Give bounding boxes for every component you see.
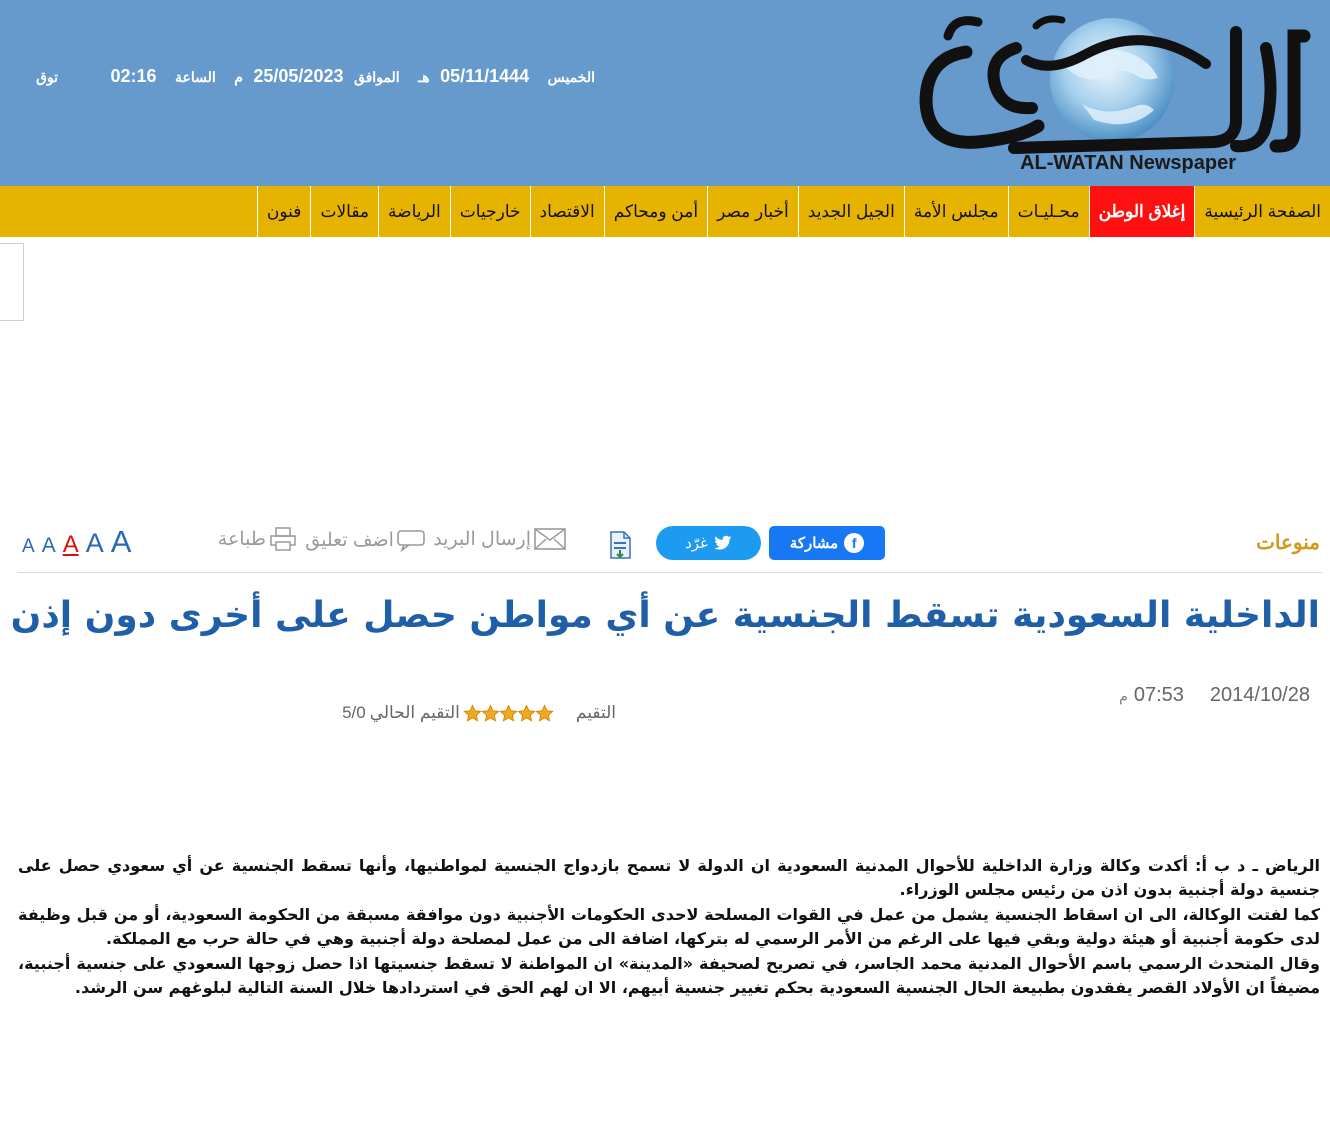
- current-rating-value: 5/0: [342, 703, 366, 722]
- header-corresponds-label: الموافق: [353, 69, 400, 85]
- email-label: إرسال البريد: [433, 528, 531, 550]
- article-category[interactable]: منوعات: [1256, 532, 1320, 554]
- nav-item[interactable]: مجلس الأمة: [904, 186, 1008, 237]
- rating-label: التقيم: [575, 703, 616, 722]
- header-hijri-suffix: هـ: [418, 69, 430, 85]
- print-label: طباعة: [217, 528, 266, 550]
- header-date-bar: [0, 66, 595, 94]
- document-download-icon[interactable]: [606, 530, 634, 560]
- ad-placeholder: [0, 243, 24, 321]
- printer-icon: [268, 526, 298, 552]
- font-size-controls: [22, 524, 131, 562]
- nav-item[interactable]: الجيل الجديد: [798, 186, 904, 237]
- current-rating-label: التقيم الحالي: [369, 703, 460, 722]
- star-icon[interactable]: [463, 704, 482, 723]
- nav-item[interactable]: محـليـات: [1008, 186, 1089, 237]
- header-time: 02:16: [110, 66, 157, 86]
- article-body: [18, 854, 1320, 1000]
- email-tool[interactable]: [433, 526, 567, 552]
- header-day: الخميس: [547, 69, 595, 85]
- nav-item[interactable]: الصفحة الرئيسية: [1194, 186, 1330, 237]
- font-size-xsmall[interactable]: A: [22, 536, 35, 557]
- article-paragraph: كما لفتت الوكالة، الى ان اسقاط الجنسية يشمل من عمل في القوات المسلحة لاحدى الحكومات الأجنبية دون موافقة مسبقة من الحكومة السعودية، أو من قبل وظيفة لدى حكومة أجنبية أو هيئة دولية وبقي فيها على الرغم من الأمر الرسمي له بتركها، اضافة الى من عمل لمصلحة دولة أجنبية وهي في حالة حرب مع المملكة.: [18, 904, 1320, 949]
- comment-label: اضف تعليق: [305, 529, 394, 551]
- facebook-share-button[interactable]: [769, 526, 885, 560]
- header-gregorian-suffix: م: [234, 69, 243, 85]
- font-size-small[interactable]: A: [41, 534, 56, 557]
- font-size-large[interactable]: A: [85, 528, 104, 558]
- article-paragraph: الرياض ـ د ب أ: أكدت وكالة وزارة الداخلية للأحوال المدنية السعودية ان الدولة لا تسمح بازدواج الجنسية لمواطنيها، وأنها تسقط الجنسية عن أي سعودي حصل على جنسية دولة أجنبية بدون اذن من رئيس مجلس الوزراء.: [18, 856, 1320, 900]
- nav-item[interactable]: أمن ومحاكم: [604, 186, 707, 237]
- article-title: الداخلية السعودية تسقط الجنسية عن أي مواطن حصل على أخرى دون إذن: [10, 595, 1320, 636]
- header-time-label: الساعة: [175, 69, 216, 85]
- nav-item[interactable]: الرياضة: [378, 186, 450, 237]
- facebook-icon: f: [844, 533, 864, 553]
- star-icon[interactable]: [517, 704, 536, 723]
- comment-tool[interactable]: [305, 528, 426, 552]
- nav-item[interactable]: أخبار مصر: [707, 186, 798, 237]
- nav-item[interactable]: خارجيات: [450, 186, 530, 237]
- site-header: [0, 0, 1330, 186]
- toolbar-divider: [18, 572, 1322, 573]
- star-icon[interactable]: [499, 704, 518, 723]
- envelope-icon: [533, 526, 567, 552]
- nav-item[interactable]: إغلاق الوطن: [1089, 186, 1195, 237]
- twitter-bird-icon: [714, 535, 732, 551]
- nav-item[interactable]: فنون: [257, 186, 311, 237]
- article-time-suffix: م: [1119, 688, 1128, 704]
- header-gregorian-date: 25/05/2023: [253, 66, 344, 86]
- article-paragraph: وقال المتحدث الرسمي باسم الأحوال المدنية محمد الجاسر، في تصريح لصحيفة «المدينة» ان المواطنة لا تسقط جنسيتها اذا حصل زوجها السعودي على جنسية أجنبية، مضيفاً ان الأولاد القصر يفقدون بطبيعة الحال الجنسية السعودية بحكم تغيير جنسية أبيهم، الا ان لهم الحق في استردادها خلال السنة التالية لبلوغهم سن الرشد.: [18, 953, 1320, 998]
- logo-subtitle: AL-WATAN Newspaper: [1020, 152, 1236, 174]
- nav-item[interactable]: الاقتصاد: [530, 186, 604, 237]
- article-date-time: [1119, 684, 1310, 707]
- rating-stars[interactable]: [464, 704, 554, 723]
- nav-item[interactable]: مقالات: [310, 186, 378, 237]
- star-icon[interactable]: [535, 704, 554, 723]
- star-icon[interactable]: [481, 704, 500, 723]
- tweet-label: غرّد: [685, 535, 708, 552]
- article-rating: [276, 703, 616, 723]
- print-tool[interactable]: [218, 526, 298, 552]
- article-tools: [205, 526, 567, 556]
- main-nav: [0, 186, 1330, 237]
- tweet-button[interactable]: [656, 526, 761, 560]
- comment-bubble-icon: [396, 528, 426, 552]
- article-date: 2014/10/28: [1209, 684, 1310, 706]
- share-label: مشاركة: [789, 535, 839, 552]
- header-hijri-date: 05/11/1444: [440, 66, 530, 86]
- header-cut-text: توق: [36, 69, 59, 85]
- font-size-xlarge[interactable]: A: [110, 524, 132, 559]
- article-time: 07:53: [1133, 684, 1184, 706]
- font-size-medium[interactable]: A: [62, 531, 79, 558]
